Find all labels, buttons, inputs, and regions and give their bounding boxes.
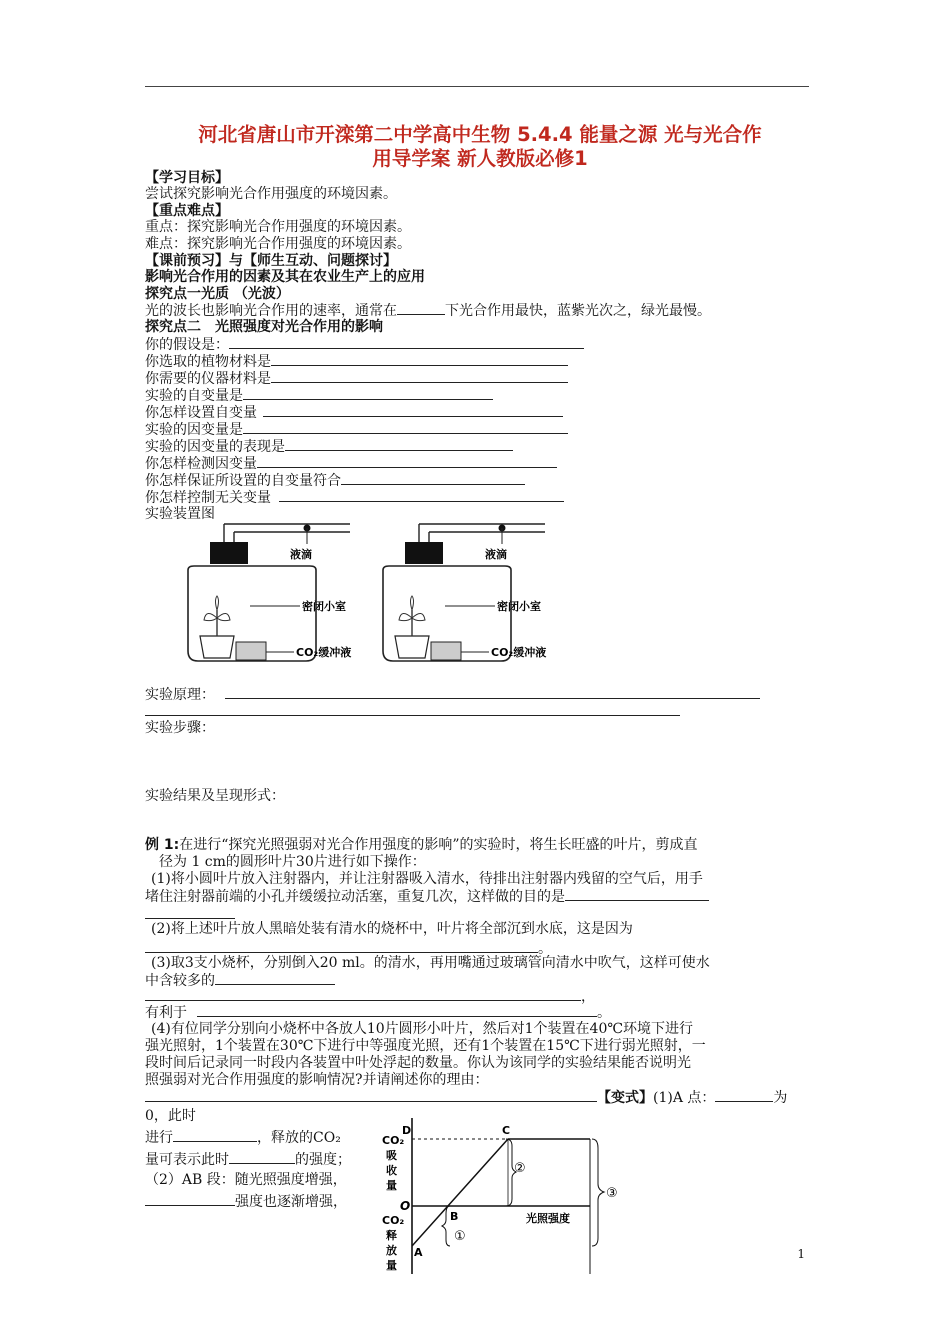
apparatus-left [188, 524, 351, 661]
point1-text [145, 302, 711, 320]
example-q4b: 强光照射，1个装置在30℃下进行中等强度光照，还有1个装置在15℃下进行弱光照射，一 [145, 1038, 706, 1054]
question-2-text: 你选取的植物材料是 [145, 354, 271, 370]
period-mark: 。 [597, 1005, 611, 1021]
variant-heading: 【变式】 [597, 1090, 653, 1106]
light-response-graph [378, 1114, 628, 1280]
point1-text-a: 光的波长也影响光合作用的速率，通常在 [145, 303, 397, 319]
blank-example-q2[interactable] [145, 940, 538, 953]
principle-line-2[interactable] [145, 715, 680, 716]
example-q4a: (4)有位同学分别向小烧杯中各放人10片圆形小叶片，然后对1个装置在40℃环境下进行 [151, 1021, 694, 1037]
stopper [210, 542, 248, 564]
example-q4d: 照强弱对光合作用强度的影响情况?并请阐述你的理由： [145, 1072, 489, 1088]
blank-example-q3-c[interactable] [197, 1004, 597, 1017]
question-7 [145, 438, 513, 456]
question-8-text: 你怎样检测因变量 [145, 456, 257, 472]
point-A: A [414, 1246, 423, 1259]
variant-a4-text: 量可表示此时 [145, 1152, 229, 1168]
variant-a4 [145, 1151, 351, 1169]
apparatus-right [383, 524, 546, 661]
preview-heading: 【课前预习】与【师生互动、问题探讨】 [145, 253, 397, 269]
marker-3: ③ [606, 1186, 618, 1201]
blank-q2[interactable] [271, 353, 568, 366]
buffer-beaker [236, 642, 266, 660]
example-intro-1 [145, 837, 698, 854]
variant-a1-end: 为 [773, 1090, 788, 1106]
blank-example-q1-a[interactable] [565, 888, 709, 901]
doc-title-line1: 河北省唐山市开滦第二中学高中生物 5.4.4 能量之源 光与光合作 [198, 123, 762, 146]
origin-O: O [400, 1199, 411, 1213]
label-buffer: CO₂缓冲液 [296, 646, 352, 659]
label-drop: 液滴 [290, 548, 312, 561]
blank-variant-ab[interactable] [145, 1193, 235, 1206]
question-9 [145, 472, 525, 490]
example-intro-2: 径为 1 cm的圆形叶片30片进行如下操作： [159, 854, 426, 870]
goal-text: 尝试探究影响光合作用强度的环境因素。 [145, 186, 397, 202]
point2-heading: 探究点二 光照强度对光合作用的影响 [145, 319, 383, 335]
blank-principle[interactable] [225, 686, 760, 699]
variant-a3 [145, 1129, 341, 1147]
page-number: 1 [797, 1247, 805, 1261]
apparatus-diagram [170, 518, 570, 668]
blank-q7[interactable] [285, 438, 513, 451]
blank-q1[interactable] [229, 336, 584, 349]
variant-a3-text: 进行 [145, 1130, 173, 1146]
question-9-text: 你怎样保证所设置的自变量符合 [145, 473, 341, 489]
doc-title-line2: 用导学案 新人教版必修1 [372, 147, 588, 170]
blank-example-q4[interactable] [145, 1089, 597, 1102]
question-1 [145, 336, 584, 354]
blank-variant-strength[interactable] [229, 1151, 295, 1164]
blank-q8[interactable] [257, 455, 557, 468]
x-axis-label: 光照强度 [526, 1212, 570, 1225]
flower-pot [200, 636, 234, 658]
period-mark: 。 [538, 941, 552, 957]
question-5 [145, 404, 563, 422]
variant-a6 [145, 1193, 347, 1211]
buffer-beaker [431, 642, 461, 660]
apparatus-caption: 实验装置图 [145, 506, 215, 522]
blank-example-q3-b[interactable] [145, 988, 581, 1001]
question-10 [145, 489, 564, 507]
results-label: 实验结果及呈现形式： [145, 788, 285, 804]
blank-variant-a[interactable] [715, 1089, 773, 1102]
point-B: B [450, 1210, 459, 1223]
example-q3c [145, 1004, 611, 1022]
variant-a3b-text: ，释放的CO₂ [257, 1130, 341, 1146]
principle-label: 实验原理： [145, 687, 215, 703]
question-2 [145, 353, 568, 371]
header-rule [145, 86, 809, 87]
label-buffer: CO₂缓冲液 [491, 646, 547, 659]
comma-mark: ， [581, 989, 595, 1005]
variant-a4b-text: 的强度； [295, 1152, 351, 1168]
variant-line-1 [145, 1089, 787, 1107]
question-6-text: 实验的因变量是 [145, 422, 243, 438]
y-axis-down-label: CO₂ 释 放 量 [382, 1214, 405, 1272]
question-5-text: 你怎样设置自变量 [145, 405, 257, 421]
blank-q9[interactable] [341, 472, 525, 485]
blank-q3[interactable] [271, 370, 568, 383]
example-q1a: (1)将小圆叶片放入注射器内，并让注射器吸入清水，待排出注射器内残留的空气后，用手 [151, 871, 703, 887]
question-4-text: 实验的自变量是 [145, 388, 243, 404]
goal-heading: 【学习目标】 [145, 170, 229, 186]
point-C: C [502, 1124, 511, 1137]
question-4 [145, 387, 493, 405]
difficulty-text: 难点：探究影响光合作用强度的环境因素。 [145, 236, 411, 252]
question-7-text: 实验的因变量的表现是 [145, 439, 285, 455]
example-q3-blank2 [145, 988, 595, 1006]
blank-q5[interactable] [263, 404, 563, 417]
key-text: 重点：探究影响光合作用强度的环境因素。 [145, 219, 411, 235]
variant-a5: （2）AB 段：随光照强度增强， [145, 1172, 347, 1188]
marker-2: ② [514, 1161, 526, 1176]
question-6 [145, 421, 568, 439]
flower-pot [395, 636, 429, 658]
blank-q6[interactable] [243, 421, 568, 434]
question-3 [145, 370, 568, 388]
example-q3c-text: 有利于 [145, 1005, 187, 1021]
example-q1b-text: 堵住注射器前端的小孔并缓缓拉动活塞，重复几次，这样做的目的是 [145, 889, 565, 905]
key-heading: 【重点难点】 [145, 203, 229, 219]
example-label: 例 1: [145, 837, 180, 853]
example-q3b [145, 972, 335, 990]
point1-text-b: 下光合作用最快，蓝紫光次之，绿光最慢。 [445, 303, 711, 319]
blank-example-q1-b[interactable] [145, 918, 235, 919]
point1-heading: 探究点一光质 （光波） [145, 286, 290, 302]
principle-line [145, 686, 760, 704]
question-1-text: 你的假设是： [145, 337, 229, 353]
topic-heading: 影响光合作用的因素及其在农业生产上的应用 [145, 269, 425, 285]
point-D: D [402, 1124, 412, 1137]
variant-a1: (1)A 点： [653, 1090, 716, 1106]
label-chamber: 密闭小室 [302, 600, 346, 613]
blank-example-q3-a[interactable] [215, 972, 335, 985]
question-10-text: 你怎样控制无关变量 [145, 490, 271, 506]
label-chamber: 密闭小室 [497, 600, 541, 613]
variant-a6-text: 强度也逐渐增强， [235, 1194, 347, 1210]
example-q3a: (3)取3支小烧杯，分别倒入20 ml。的清水，再用嘴通过玻璃管向清水中吹气，这样可使水 [151, 955, 710, 971]
example-q1b [145, 888, 709, 906]
example-q2: (2)将上述叶片放人黑暗处装有清水的烧杯中，叶片将全部沉到水底，这是因为 [151, 921, 633, 937]
question-3-text: 你需要的仪器材料是 [145, 371, 271, 387]
example-q4c: 段时间后记录同一时段内各装置中叶处浮起的数量。你认为该同学的实验结果能否说明光 [145, 1055, 691, 1071]
blank-wavelength[interactable] [397, 302, 445, 315]
stopper [405, 542, 443, 564]
example-intro-text: 在进行“探究光照强弱对光合作用强度的影响”的实验时，将生长旺盛的叶片，剪成直 [179, 837, 698, 853]
blank-q4[interactable] [243, 387, 493, 400]
blank-variant-process[interactable] [173, 1129, 257, 1142]
y-axis-up-label: CO₂ 吸 收 量 [382, 1134, 405, 1192]
variant-a2: 0，此时 [145, 1108, 196, 1124]
steps-label: 实验步骤： [145, 720, 215, 736]
label-drop: 液滴 [485, 548, 507, 561]
blank-q10[interactable] [279, 489, 564, 502]
question-8 [145, 455, 557, 473]
marker-1: ① [454, 1229, 466, 1244]
brace-3 [592, 1139, 604, 1246]
example-q3b-text: 中含较多的 [145, 973, 215, 989]
